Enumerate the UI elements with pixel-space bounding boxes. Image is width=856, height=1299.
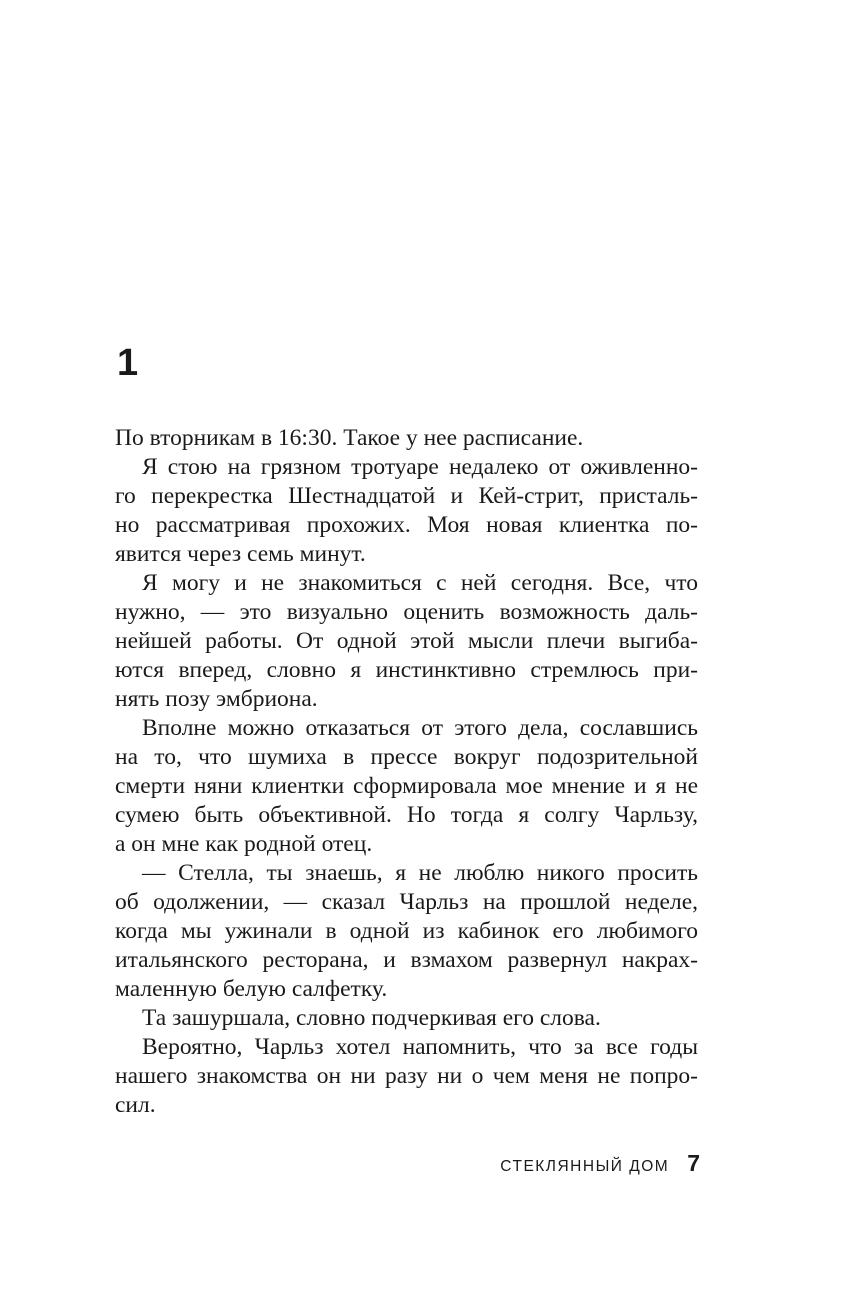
- page-footer: [455, 1150, 700, 1177]
- text-line: ются вперед, словно я инстинктивно стремлюсь при-: [115, 657, 698, 683]
- text-line: когда мы ужинали в одной из кабинок его любимого: [115, 918, 698, 944]
- text-line: Я стою на грязном тротуаре недалеко от оживленно-: [142, 454, 698, 480]
- text-line: нять позу эмбриона.: [115, 686, 318, 712]
- chapter-number: 1: [117, 342, 139, 384]
- text-line: но рассматривая прохожих. Моя новая клиентка по-: [115, 512, 698, 538]
- text-line: Вероятно, Чарльз хотел напомнить, что за все годы: [142, 1034, 698, 1060]
- text-line: явится через семь минут.: [115, 541, 366, 567]
- text-line: на то, что шумиха в прессе вокруг подозрительной: [115, 744, 698, 770]
- text-line: — Стелла, ты знаешь, я не люблю никого просить: [142, 860, 698, 886]
- text-line: Я могу и не знакомиться с ней сегодня. Все, что: [142, 570, 698, 596]
- text-line: итальянского ресторана, и взмахом развернул накрах-: [115, 947, 698, 973]
- text-line: нашего знакомства он ни разу ни о чем меня не попро-: [115, 1063, 698, 1089]
- text-line: нейшей работы. От одной этой мысли плечи выгиба-: [115, 628, 698, 654]
- text-line: об одолжении, — сказал Чарльз на прошлой неделе,: [115, 889, 698, 915]
- body-text: [115, 424, 698, 1120]
- text-line: смерти няни клиентки сформировала мое мнение и я не: [115, 773, 698, 799]
- text-line: сумею быть объективной. Но тогда я солгу Чарльзу,: [115, 802, 698, 828]
- text-line: нужно, — это визуально оценить возможность даль-: [115, 599, 698, 625]
- text-line: сил.: [115, 1092, 156, 1118]
- text-line: го перекрестка Шестнадцатой и Кей-стрит, присталь-: [115, 483, 698, 509]
- page-number: 7: [687, 1150, 700, 1176]
- text-line: Вполне можно отказаться от этого дела, сославшись: [142, 715, 698, 741]
- text-line: а он мне как родной отец.: [115, 831, 373, 857]
- text-line: маленную белую салфетку.: [115, 976, 388, 1002]
- text-line: По вторникам в 16:30. Такое у нее расписание.: [115, 425, 584, 451]
- text-line: Та зашуршала, словно подчеркивая его слова.: [142, 1005, 601, 1031]
- running-title: СТЕКЛЯННЫЙ ДОМ: [500, 1158, 670, 1175]
